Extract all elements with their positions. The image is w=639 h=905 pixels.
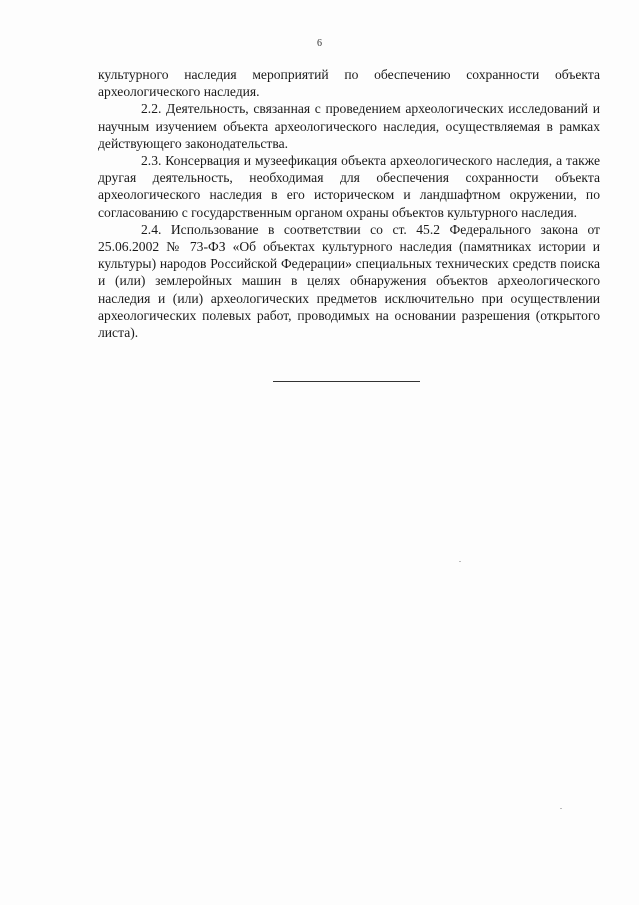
end-separator-line [273,381,420,382]
paragraph-continuation: культурного наследия мероприятий по обеспечению сохранности объекта археологического наследия. [98,67,600,100]
paragraph-2-3: 2.3. Консервация и музеефикация объекта археологического наследия, а также другая деятельность, необходимая для обеспечения сохранности объекта археологического наследия в его историческом и ландшафтном окружении, по согласованию с государственным органом охраны объектов культурного наследия. [98,153,600,220]
scan-speck [459,561,461,562]
paragraph-2-4: 2.4. Использование в соответствии со ст. 45.2 Федерального закона от 25.06.2002 № 73-ФЗ «Об объектах культурного наследия (памятниках истории и культуры) народов Российской Федерации» специальных технических средств поиска и (или) землеройных машин в целях обнаружения объектов археологического наследия и (или) археологических предметов исключительно при осуществлении археологических полевых работ, проводимых на основании разрешения (открытого листа). [98,221,600,341]
document-body [98,66,600,341]
page-number: 6 [317,38,322,49]
scan-speck [560,808,562,809]
paragraph-2-2: 2.2. Деятельность, связанная с проведением археологических исследований и научным изучением объекта археологического наследия, осуществляемая в рамках действующего законодательства. [98,101,600,151]
